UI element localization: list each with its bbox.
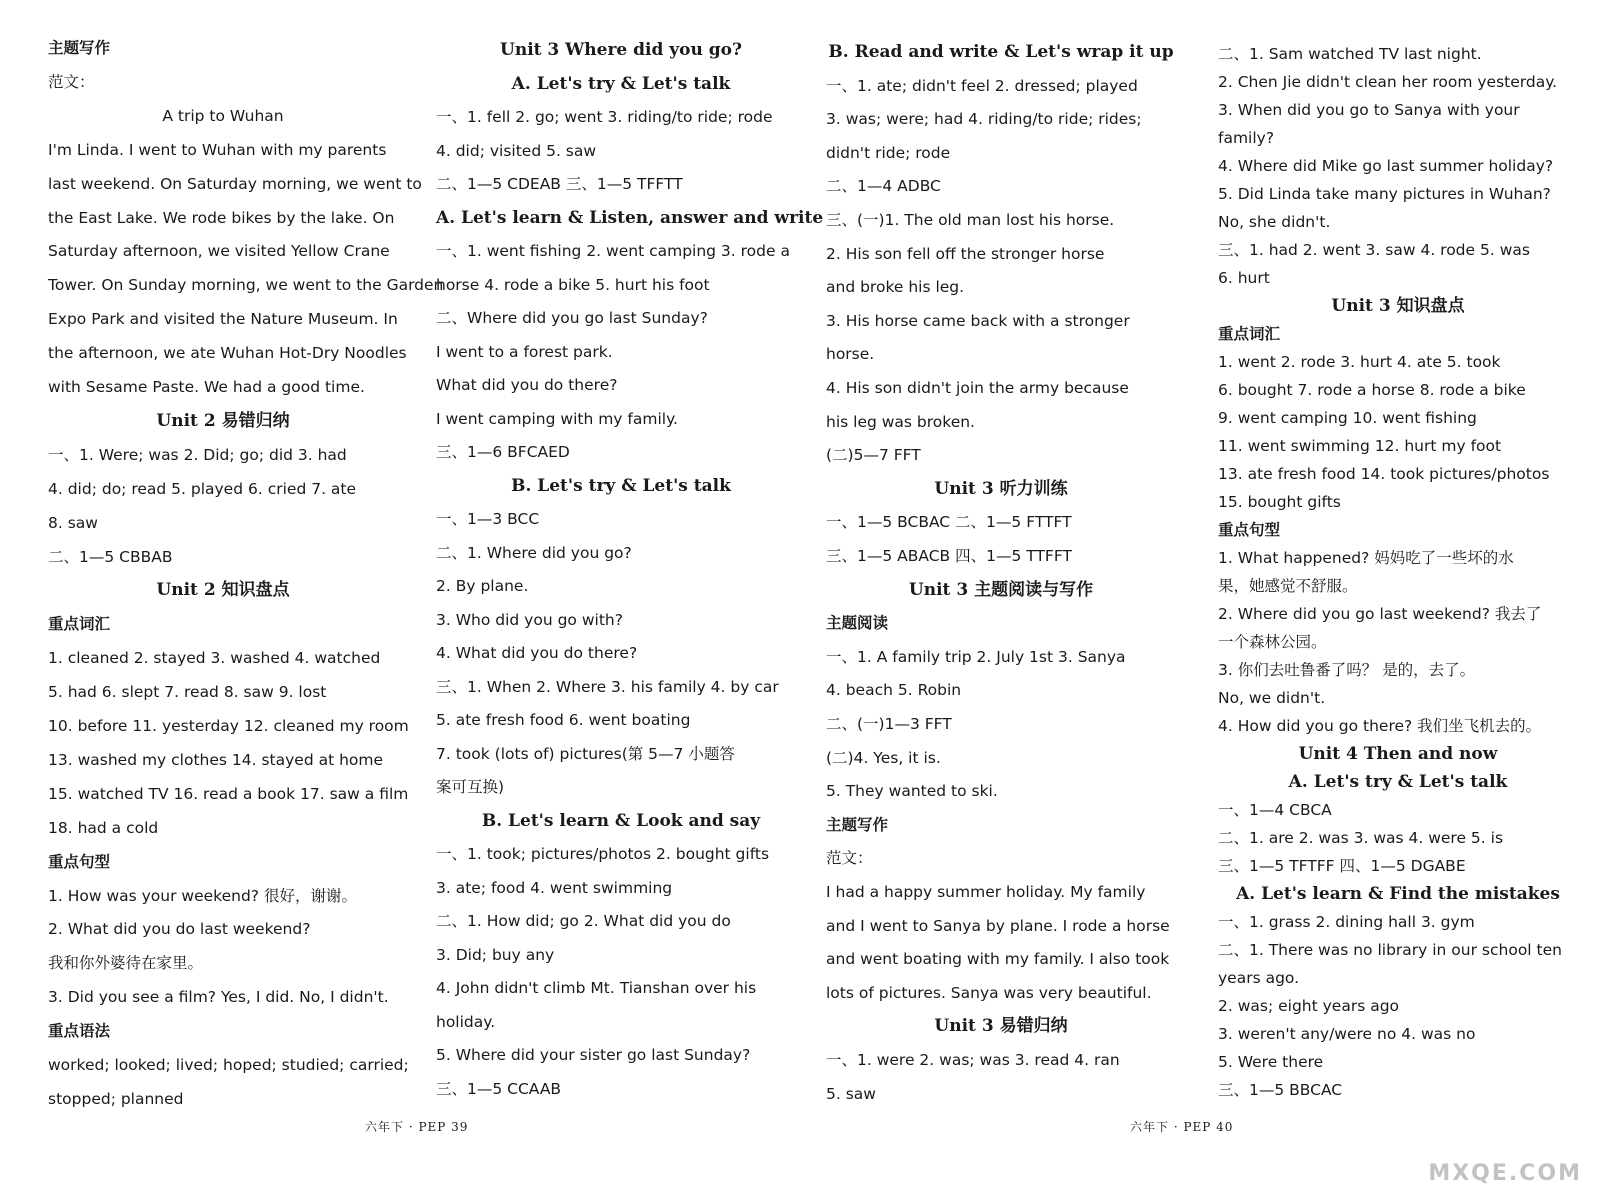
- section-title: Unit 3 主题阅读与写作: [908, 579, 1094, 600]
- text-line: 15. watched TV 16. read a book 17. saw a film: [48, 784, 409, 803]
- text-line: 4. beach 5. Robin: [826, 681, 962, 700]
- text-line: 一、1—3 BCC: [436, 510, 540, 528]
- text-line: and broke his leg.: [826, 278, 965, 297]
- text-line: 3. was; were; had 4. riding/to ride; rides;: [826, 110, 1142, 129]
- text-line: (二)4. Yes, it is.: [826, 748, 941, 767]
- text-line: horse.: [826, 345, 875, 364]
- text-line: No, she didn't.: [1218, 213, 1331, 231]
- text-line: the afternoon, we ate Wuhan Hot-Dry Noodles: [48, 344, 407, 363]
- text-line: 案可互换): [436, 778, 505, 796]
- section-heading: 主题写作: [826, 815, 889, 834]
- text-line: 3. ate; food 4. went swimming: [436, 878, 673, 897]
- text-line: 二、1. How did; go 2. What did you do: [436, 912, 731, 930]
- text-line: 15. bought gifts: [1218, 493, 1341, 511]
- text-line: 二、1—5 CBBAB: [48, 547, 173, 566]
- text-line: 三、1. had 2. went 3. saw 4. rode 5. was: [1218, 241, 1530, 259]
- text-line: 二、1. Where did you go?: [436, 543, 632, 562]
- text-line: Tower. On Sunday morning, we went to the Garden: [48, 276, 444, 295]
- text-line: 3. Did you see a film? Yes, I did. No, I didn't.: [48, 988, 389, 1007]
- text-line: and I went to Sanya by plane. I rode a horse: [826, 916, 1170, 935]
- text-line: (二)5—7 FFT: [826, 446, 921, 465]
- text-line: Saturday afternoon, we visited Yellow Crane: [48, 242, 390, 261]
- section-heading: 重点语法: [48, 1022, 111, 1041]
- text-line: 三、1—6 BFCAED: [436, 443, 570, 461]
- text-line: 5. Where did your sister go last Sunday?: [436, 1046, 751, 1064]
- text-line: with Sesame Paste. We had a good time.: [48, 378, 365, 396]
- text-line: 二、Where did you go last Sunday?: [436, 309, 708, 327]
- text-line: 一、1. Were; was 2. Did; go; did 3. had: [48, 445, 347, 464]
- text-line: 范文：: [48, 72, 95, 91]
- text-line: 一、1. went fishing 2. went camping 3. rode a: [436, 242, 790, 260]
- text-line: 4. did; do; read 5. played 6. cried 7. ate: [48, 479, 357, 498]
- section-title: Unit 4 Then and now: [1298, 744, 1498, 764]
- text-line: 13. ate fresh food 14. took pictures/photos: [1218, 465, 1550, 483]
- text-line: 5. had 6. slept 7. read 8. saw 9. lost: [48, 683, 327, 702]
- page-footer-right: 六年下 · PEP 40: [1130, 1120, 1234, 1134]
- text-line: 10. before 11. yesterday 12. cleaned my room: [48, 717, 409, 735]
- text-line: 2. His son fell off the stronger horse: [826, 244, 1105, 263]
- text-line: 4. John didn't climb Mt. Tianshan over his: [436, 979, 757, 997]
- text-line: Expo Park and visited the Nature Museum. In: [48, 310, 398, 329]
- text-line: and went boating with my family. I also took: [826, 950, 1170, 969]
- text-line: 1. cleaned 2. stayed 3. washed 4. watched: [48, 649, 381, 668]
- text-line: 三、1—5 TFTFF 四、1—5 DGABE: [1218, 857, 1466, 875]
- text-line: 2. By plane.: [436, 577, 529, 595]
- text-line: 6. bought 7. rode a horse 8. rode a bike: [1218, 381, 1526, 399]
- text-line: 8. saw: [48, 513, 98, 532]
- text-line: his leg was broken.: [826, 412, 975, 431]
- section-heading: 主题写作: [48, 39, 111, 57]
- text-line: 3. When did you go to Sanya with your: [1218, 101, 1520, 119]
- text-line: 9. went camping 10. went fishing: [1218, 409, 1477, 427]
- text-line: 1. went 2. rode 3. hurt 4. ate 5. took: [1218, 353, 1501, 371]
- text-line: 4. What did you do there?: [436, 644, 638, 662]
- section-heading: 重点句型: [48, 852, 111, 871]
- section-heading: 重点词汇: [48, 615, 111, 634]
- text-line: horse 4. rode a bike 5. hurt his foot: [436, 275, 710, 294]
- page-footer-left: 六年下 · PEP 39: [365, 1120, 469, 1134]
- text-line: 1. What happened? 妈妈吃了一些坏的水: [1218, 549, 1514, 567]
- section-title: Unit 3 易错归纳: [934, 1016, 1068, 1037]
- text-line: last weekend. On Saturday morning, we went to: [48, 174, 422, 193]
- text-line: 11. went swimming 12. hurt my foot: [1218, 437, 1502, 455]
- text-line: 二、1—5 CDEAB 三、1—5 TFFTT: [436, 175, 683, 193]
- text-line: 三、1—5 ABACB 四、1—5 TTFFT: [826, 547, 1072, 565]
- text-line: 一、1—5 BCBAC 二、1—5 FTTFT: [826, 513, 1072, 532]
- text-line: 一个森林公园。: [1218, 633, 1327, 651]
- text-line: 一、1—4 CBCA: [1218, 801, 1332, 819]
- section-title: B. Read and write & Let's wrap it up: [828, 42, 1174, 62]
- text-line: 二、(一)1—3 FFT: [826, 715, 952, 733]
- text-line: 5. Were there: [1218, 1053, 1324, 1071]
- text-line: 一、1. A family trip 2. July 1st 3. Sanya: [826, 647, 1126, 666]
- text-line: 二、1. are 2. was 3. was 4. were 5. is: [1218, 829, 1504, 847]
- text-line: 三、(一)1. The old man lost his horse.: [826, 211, 1115, 229]
- text-line: I went to a forest park.: [436, 342, 613, 361]
- text-line: 3. weren't any/were no 4. was no: [1218, 1025, 1476, 1043]
- text-line: What did you do there?: [436, 376, 618, 394]
- text-line: 3. Who did you go with?: [436, 610, 623, 629]
- section-title: A. Let's try & Let's talk: [1288, 772, 1508, 792]
- text-line: worked; looked; lived; hoped; studied; carried;: [48, 1056, 409, 1074]
- text-line: 4. His son didn't join the army because: [826, 379, 1129, 397]
- text-line: 二、1. There was no library in our school ten: [1218, 941, 1562, 959]
- text-line: lots of pictures. Sanya was very beautiful.: [826, 983, 1152, 1002]
- text-line: A trip to Wuhan: [162, 106, 284, 125]
- text-line: 三、1—5 BBCAC: [1218, 1081, 1343, 1099]
- text-line: 三、1. When 2. Where 3. his family 4. by car: [436, 677, 779, 696]
- text-line: 13. washed my clothes 14. stayed at home: [48, 750, 384, 769]
- section-heading: 重点词汇: [1218, 325, 1281, 343]
- text-line: 一、1. were 2. was; was 3. read 4. ran: [826, 1051, 1120, 1069]
- text-line: 6. hurt: [1218, 269, 1270, 287]
- text-line: stopped; planned: [48, 1089, 184, 1108]
- text-line: 一、1. took; pictures/photos 2. bought gifts: [436, 845, 770, 863]
- section-heading: 主题阅读: [826, 614, 889, 633]
- section-title: A. Let's learn & Listen, answer and write: [436, 207, 824, 228]
- text-line: I went camping with my family.: [436, 409, 678, 428]
- watermark-text: MXQE.COM: [1428, 1161, 1582, 1186]
- text-line: 5. They wanted to ski.: [826, 782, 998, 801]
- text-line: 4. did; visited 5. saw: [436, 141, 597, 160]
- section-title: Unit 2 知识盘点: [156, 580, 290, 601]
- text-line: 7. took (lots of) pictures(第 5—7 小题答: [436, 744, 735, 763]
- text-line: No, we didn't.: [1218, 689, 1326, 707]
- text-line: 二、1—4 ADBC: [826, 177, 941, 196]
- text-line: didn't ride; rode: [826, 143, 951, 162]
- text-line: 18. had a cold: [48, 818, 159, 837]
- text-line: 一、1. grass 2. dining hall 3. gym: [1218, 913, 1475, 931]
- text-line: 2. Where did you go last weekend? 我去了: [1218, 605, 1542, 623]
- text-line: 3. His horse came back with a stronger: [826, 311, 1130, 330]
- text-line: 我和你外婆待在家里。: [48, 954, 204, 973]
- text-line: 1. How was your weekend? 很好，谢谢。: [48, 886, 357, 905]
- section-title: Unit 3 Where did you go?: [500, 40, 742, 60]
- text-line: holiday.: [436, 1012, 496, 1031]
- text-line: 2. Chen Jie didn't clean her room yesterday.: [1218, 73, 1558, 91]
- text-line: 2. was; eight years ago: [1218, 997, 1400, 1015]
- text-line: 2. What did you do last weekend?: [48, 920, 311, 939]
- text-line: 4. How did you go there? 我们坐飞机去的。: [1218, 717, 1542, 735]
- section-title: Unit 2 易错归纳: [156, 410, 290, 431]
- section-title: A. Let's try & Let's talk: [511, 73, 731, 94]
- text-line: years ago.: [1218, 969, 1300, 987]
- text-line: 3. Did; buy any: [436, 945, 555, 964]
- text-line: I had a happy summer holiday. My family: [826, 883, 1146, 901]
- text-line: 一、1. ate; didn't feel 2. dressed; played: [826, 76, 1138, 95]
- section-title: B. Let's learn & Look and say: [481, 810, 761, 831]
- section-title: A. Let's learn & Find the mistakes: [1236, 884, 1560, 904]
- section-title: Unit 3 知识盘点: [1331, 296, 1465, 316]
- text-line: 5. ate fresh food 6. went boating: [436, 711, 691, 729]
- text-line: 一、1. fell 2. go; went 3. riding/to ride; rode: [436, 108, 773, 126]
- text-line: 5. Did Linda take many pictures in Wuhan?: [1218, 185, 1551, 203]
- text-line: the East Lake. We rode bikes by the lake. On: [48, 208, 395, 227]
- text-line: 二、1. Sam watched TV last night.: [1218, 45, 1482, 63]
- text-line: 3. 你们去吐鲁番了吗？ 是的，去了。: [1218, 661, 1476, 679]
- section-title: Unit 3 听力训练: [934, 478, 1068, 499]
- text-line: 果，她感觉不舒服。: [1218, 577, 1358, 595]
- section-heading: 重点句型: [1218, 521, 1281, 539]
- text-line: 三、1—5 CCAAB: [436, 1079, 562, 1098]
- text-line: 5. saw: [826, 1084, 876, 1103]
- text-line: I'm Linda. I went to Wuhan with my parents: [48, 140, 387, 159]
- section-title: B. Let's try & Let's talk: [511, 475, 731, 496]
- text-line: family?: [1218, 129, 1275, 147]
- text-line: 范文：: [826, 849, 873, 868]
- text-line: 4. Where did Mike go last summer holiday?: [1218, 157, 1554, 175]
